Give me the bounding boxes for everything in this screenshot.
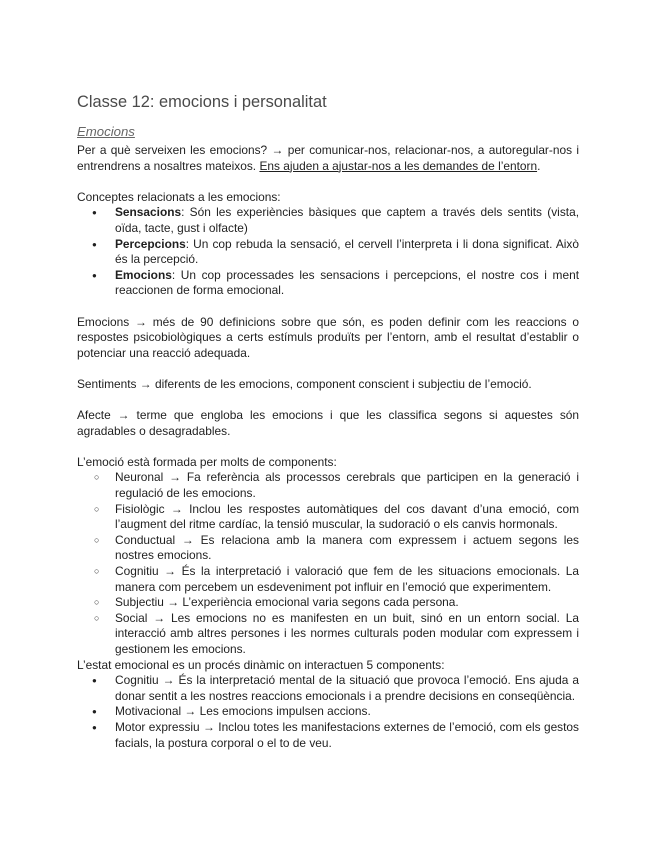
- intro-text: Per a què serveixen les emocions? → per comunicar-nos, relacionar-nos, a autoregular-nos i entrendrens a nosaltres mateixos.: [77, 143, 579, 173]
- list-item: ● Motor expressiu → Inclou totes les manifestacions externes de l’emoció, com els gestos facials, la postura corporal o el to de veu.: [77, 720, 579, 751]
- list-item: [77, 268, 579, 299]
- intro-underlined: Ens ajuden a ajustar-nos a les demandes de l’entorn: [259, 158, 538, 173]
- intro-end: .: [537, 158, 541, 173]
- list-item: [77, 205, 579, 236]
- concept-text: : Un cop processades les sensacions i percepcions, el nostre cos i ment reaccionen de forma emocional.: [115, 267, 579, 298]
- list-item: ○ Cognitiu → És la interpretació i valoració que fem de les situacions emocionals. La manera com percebem un esdeveniment pot influir en l’emoció que experimentem.: [77, 564, 579, 595]
- section-heading-emocions: Emocions: [77, 124, 135, 139]
- definition-afecte: Afecte → terme que engloba les emocions i que les classifica segons si aquestes són agradables o desagradables.: [77, 408, 579, 438]
- list-item: ○ Social → Les emocions no es manifesten en un buit, sinó en un entorn social. La interacció amb altres persones i les normes culturals poden modular com expressem i gestionem les emocions.: [77, 611, 579, 658]
- list-item: ○ Neuronal → Fa referència als processos cerebrals que participen en la generació i regulació de les emocions.: [77, 470, 579, 501]
- list-item: ● Motivacional → Les emocions impulsen accions.: [77, 704, 579, 720]
- dynamic-heading: L’estat emocional es un procés dinàmic on interactuen 5 components:: [77, 657, 445, 672]
- concepts-list: [77, 205, 579, 299]
- concept-term: Sensacions: [115, 205, 182, 220]
- definition-emocions: Emocions → més de 90 definicions sobre que són, es poden definir com les reaccions o respostes psicobiològiques a certs estímuls produïts per l’entorn, amb el resultat d’establir o potenciar una reacció adequada.: [77, 314, 579, 360]
- dynamic-list: [77, 673, 579, 751]
- list-item: ○ Conductual → Es relaciona amb la manera com expressem i actuem segons les nostres emocions.: [77, 533, 579, 564]
- concept-text: : Són les experiències bàsiques que captem a través dels sentits (vista, oïda, tacte, gust i olfacte): [115, 205, 579, 235]
- concept-term: Percepcions: [115, 236, 186, 251]
- concepts-heading: Conceptes relacionats a les emocions:: [77, 189, 281, 204]
- intro-paragraph: [77, 143, 579, 174]
- list-item: ● Cognitiu → És la interpretació mental de la situació que provoca l’emoció. Ens ajuda a donar sentit a les nostres reaccions emocionals i a prendre decisions en conseqüència.: [77, 673, 579, 704]
- components-list: [77, 470, 579, 657]
- list-item: ○ Fisiològic → Inclou les respostes automàtiques del cos davant d’una emoció, com l’augment del ritme cardíac, la tensió muscular, la sudoració o els canvis hormonals.: [77, 502, 579, 533]
- definition-sentiments: Sentiments → diferents de les emocions, component conscient i subjectiu de l’emoció.: [77, 376, 532, 391]
- components-heading: L’emoció està formada per molts de components:: [77, 454, 337, 469]
- page-title: Classe 12: emocions i personalitat: [77, 93, 327, 111]
- list-item: [77, 237, 579, 268]
- concept-term: Emocions: [115, 267, 172, 282]
- document-content: [77, 91, 579, 751]
- concept-text: : Un cop rebuda la sensació, el cervell l’interpreta i li dona significat. Això és la percepció.: [115, 236, 579, 267]
- list-item: ○ Subjectiu → L’experiència emocional varia segons cada persona.: [77, 595, 579, 611]
